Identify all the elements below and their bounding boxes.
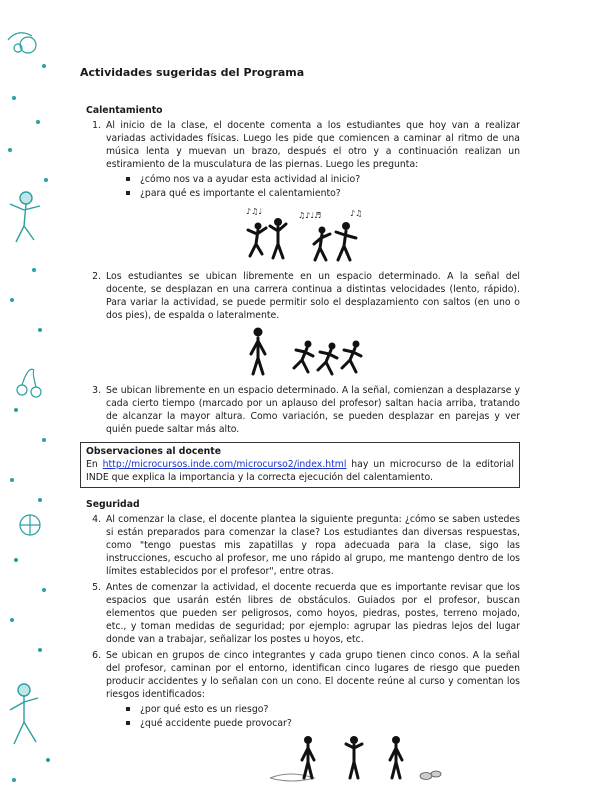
activity-text: Al inicio de la clase, el docente comenta a los estudiantes que hoy van a realizar variadas actividades físicas. Luego les pide que comiencen a caminar al ritmo de una música lenta y muevan un brazo, después el otro y a continuación realizan un estiramiento de la musculatura de las piernas. Luego les pregunta: xyxy=(106,120,520,170)
running-children-illustration xyxy=(238,326,388,378)
bicycle-doodle-icon xyxy=(8,33,36,53)
dancing-children-illustration xyxy=(238,204,388,264)
main-content xyxy=(80,104,520,790)
observations-suffix: hay un microcurso de la editorial INDE que explica la importancia y la correcta ejecución del calentamiento. xyxy=(86,459,514,483)
list-item: ¿qué accidente puede provocar? xyxy=(126,717,520,730)
child-running-icon xyxy=(10,684,38,744)
microcourse-link[interactable]: http://microcursos.inde.com/microcurso2/index.html xyxy=(102,459,347,470)
list-item: ¿cómo nos va a ayudar esta actividad al inicio? xyxy=(126,173,520,186)
question-list xyxy=(106,703,520,730)
question-list xyxy=(106,173,520,200)
safety-hazards-illustration xyxy=(266,734,446,784)
list-item xyxy=(104,384,520,436)
list-item xyxy=(104,581,520,646)
teacher-observations-box xyxy=(80,442,520,488)
svg-text:♫♪♩♬: ♫♪♩♬ xyxy=(298,211,322,220)
list-item xyxy=(104,513,520,578)
page-title: Actividades sugeridas del Programa xyxy=(80,66,305,79)
activity-text: Los estudiantes se ubican libremente en un espacio determinado. A la señal del docente, se desplazan en una carrera continua a distintas velocidades (lento, rápido). Para variar la actividad, se puede permitir solo el desplazamiento con saltos (en uno o dos pies), de espalda o lateralmente. xyxy=(106,271,520,321)
svg-text:♪♫: ♪♫ xyxy=(350,209,363,218)
activity-text: Al comenzar la clase, el docente plantea la siguiente pregunta: ¿cómo se saben ustedes si están preparados para comenzar la clase? Los estudiantes dan diversas respuestas, como "tengo puestas mis zapatillas y ropa adecuada para la clase, sigo las instrucciones, escucho al profesor, me uno rápido al grupo, me mantengo dentro de los límites establecidos por el profesor", entre otras. xyxy=(106,514,520,577)
observations-text xyxy=(86,458,514,484)
list-item xyxy=(104,649,520,784)
list-item: ¿para qué es importante el calentamiento? xyxy=(126,187,520,200)
stones-icon xyxy=(420,771,441,780)
music-notes-icon xyxy=(246,207,362,220)
observations-prefix: En xyxy=(86,459,98,470)
svg-text:♪♫♩: ♪♫♩ xyxy=(246,207,263,216)
cherries-icon xyxy=(17,369,41,397)
list-item xyxy=(104,119,520,264)
decorative-margin xyxy=(0,0,62,800)
puddle-icon xyxy=(270,774,314,781)
activity-text: Se ubican en grupos de cinco integrantes y cada grupo tienen cinco conos. A la señal del profesor, caminan por el entorno, identifican cinco lugares de riesgo que pueden producir accidentes y lo señalan con un cono. El docente reúne al curso y comentan los riesgos identificados: xyxy=(106,650,520,700)
ball-icon xyxy=(20,515,40,535)
section-heading-warmup: Calentamiento xyxy=(86,105,163,116)
child-jumping-icon xyxy=(10,192,40,242)
section-heading-safety: Seguridad xyxy=(86,499,140,510)
list-item xyxy=(104,270,520,378)
activity-text: Se ubican libremente en un espacio determinado. A la señal, comienzan a desplazarse y cada cierto tiempo (marcado por un aplauso del profesor) saltan hacia arriba, tratando de alcanzar la mayor altura. Como variación, se pueden desplazar en parejas y ver quién puede saltar más alto. xyxy=(106,385,520,435)
warmup-activity-list xyxy=(80,119,520,436)
dots-decoration xyxy=(8,64,50,782)
activity-text: Antes de comenzar la actividad, el docente recuerda que es importante revisar que los espacios que usarán estén libres de obstáculos. Guiados por el profesor, buscan elementos que pueden ser peligrosos, como hoyos, piedras, postes, terreno mojado, etc., y toman medidas de seguridad; por ejemplo: agrupar las piedras lejos del lugar donde van a trabajar, señalizar los postes u hoyos, etc. xyxy=(106,582,520,645)
safety-activity-list xyxy=(80,513,520,784)
observations-heading: Observaciones al docente xyxy=(86,446,222,457)
list-item: ¿por qué esto es un riesgo? xyxy=(126,703,520,716)
